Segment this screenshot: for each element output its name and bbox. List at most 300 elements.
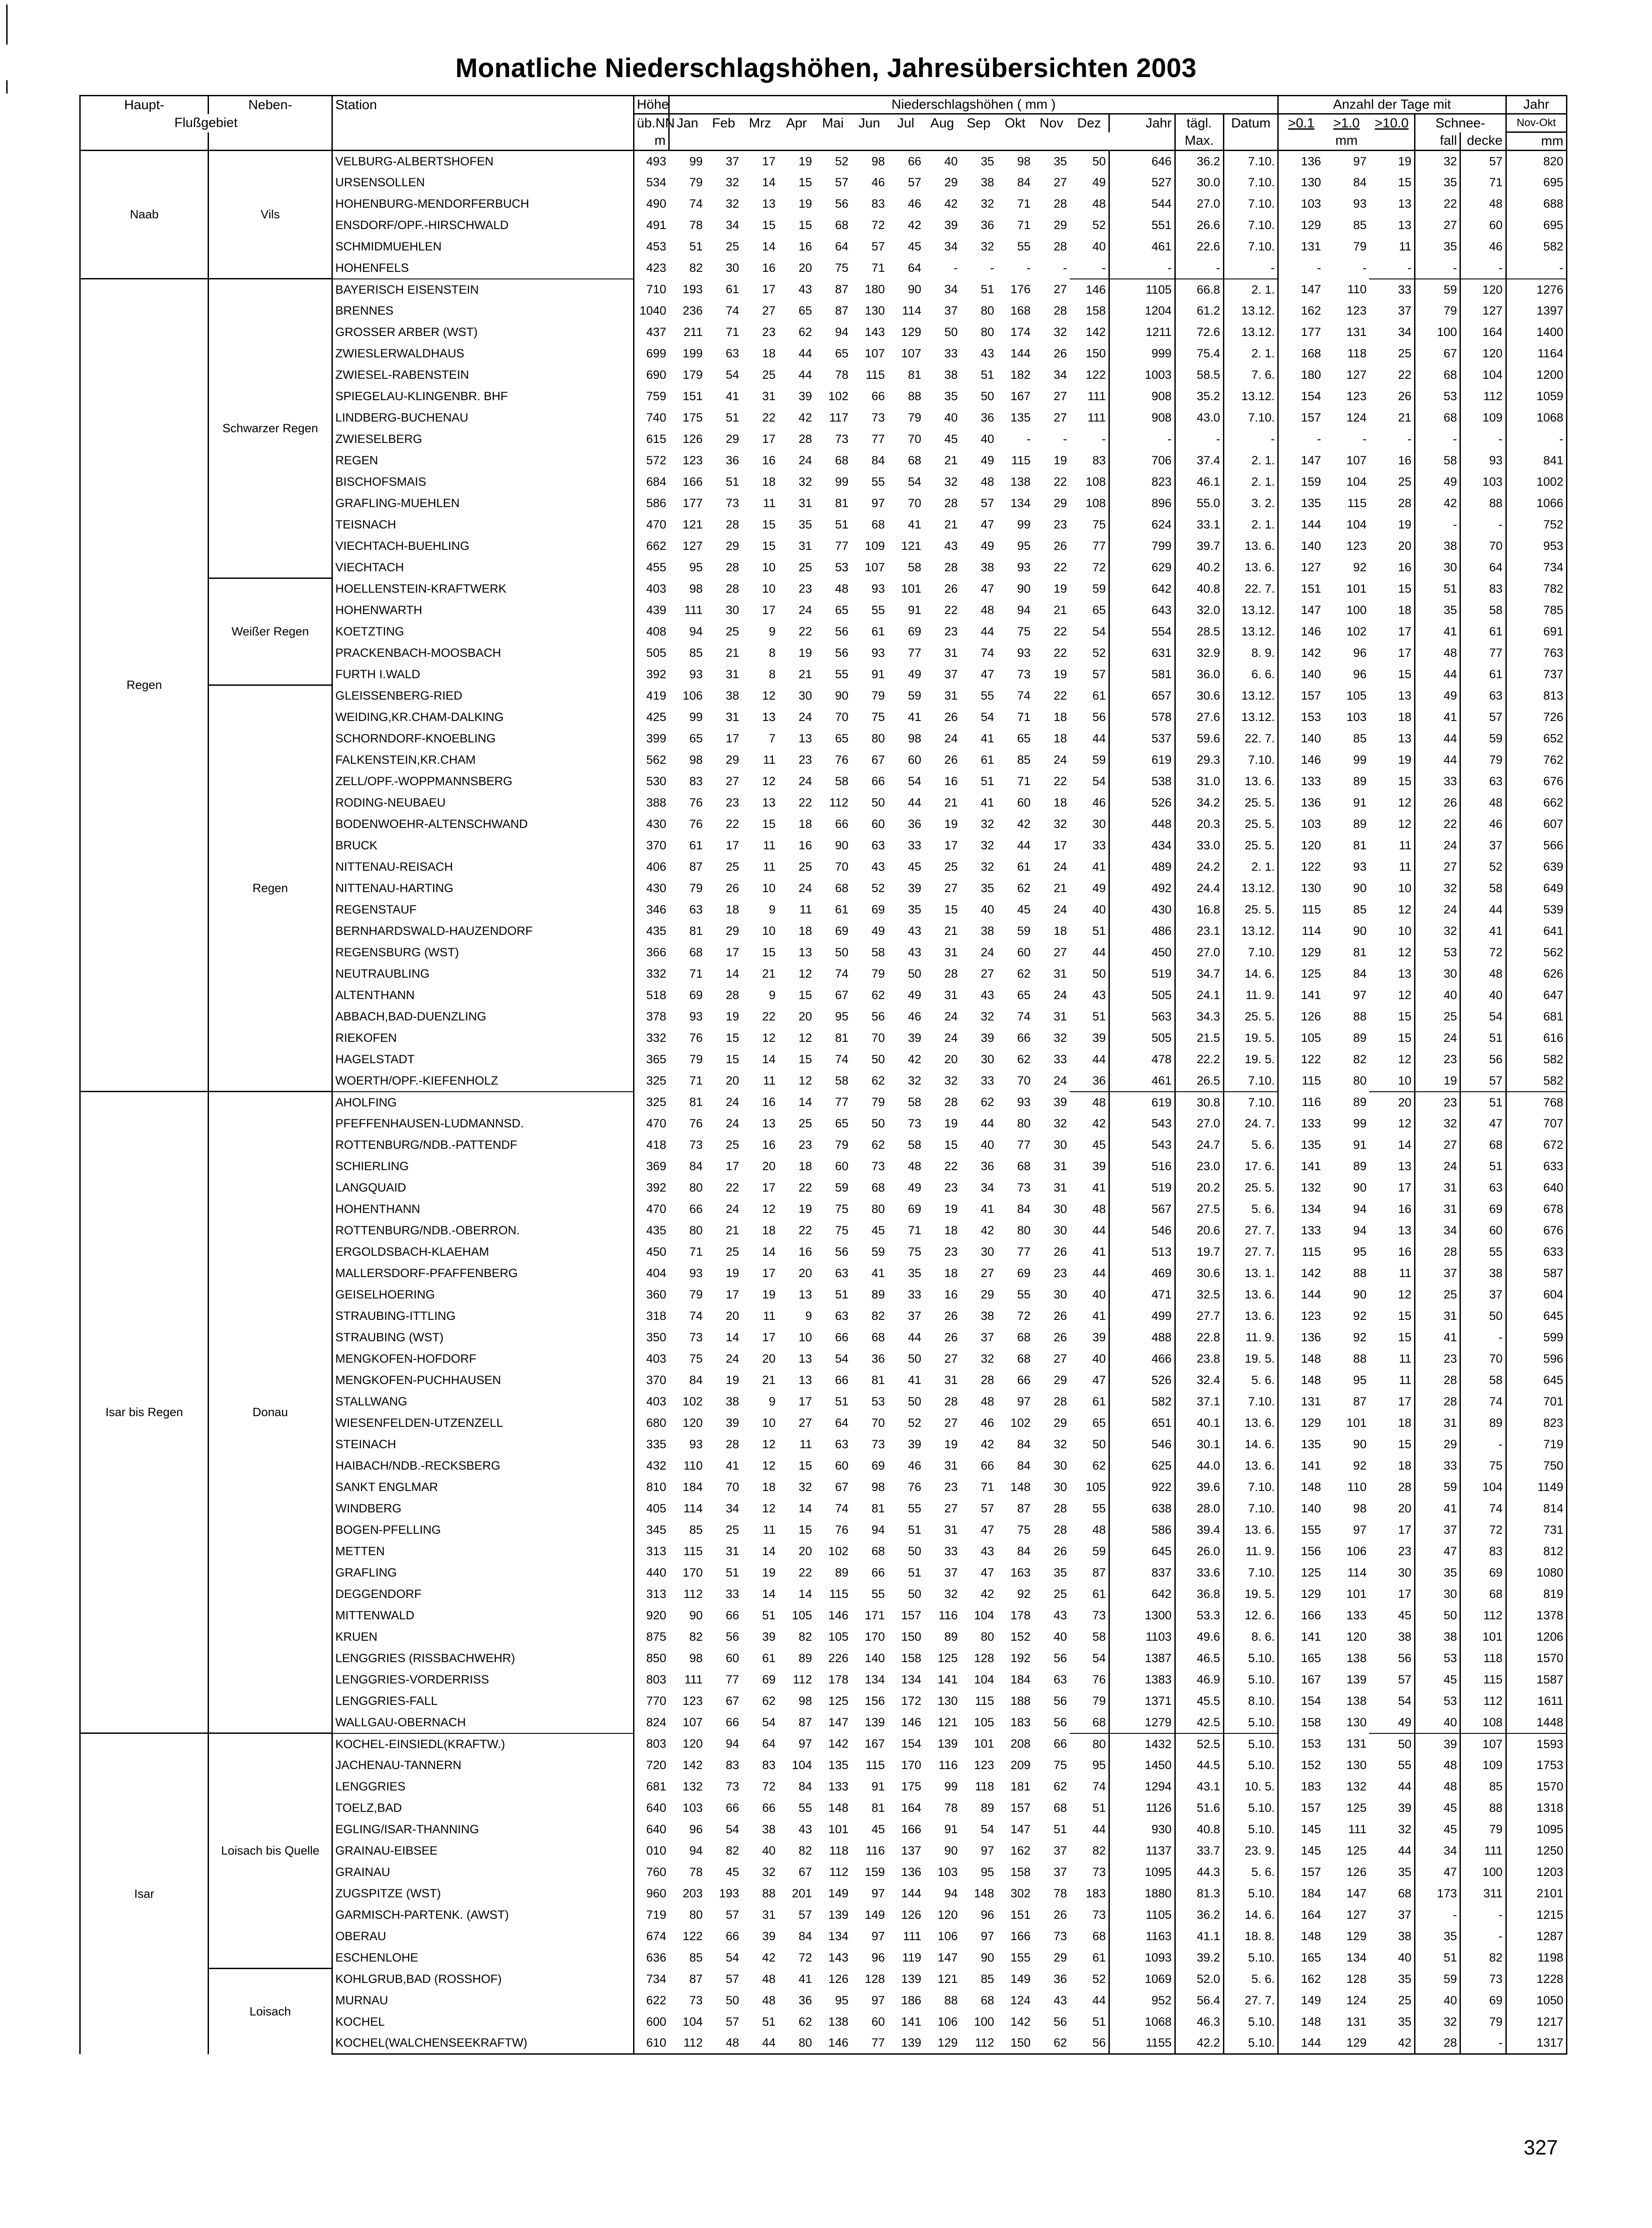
- value-cell: 66: [726, 1609, 740, 1622]
- header-month-apr: Apr: [786, 115, 807, 131]
- value-cell: 129: [901, 325, 921, 339]
- station-name: GRAINAU-EIBSEE: [332, 1840, 634, 1862]
- value-cell: 68: [1460, 1134, 1506, 1156]
- value-cell: 90: [908, 283, 921, 296]
- value-cell: 22: [762, 411, 776, 424]
- value-cell: 51: [762, 1609, 776, 1622]
- value-cell: 68: [1053, 1801, 1067, 1814]
- value-cell: 38: [981, 176, 994, 189]
- value-cell: 39: [908, 1031, 921, 1044]
- value-cell: 84: [798, 1780, 812, 1793]
- value-cell: 57: [726, 1908, 740, 1921]
- value-cell: 38: [1415, 536, 1460, 557]
- value-cell: 17: [1369, 643, 1415, 664]
- value-cell: 49: [1415, 471, 1460, 493]
- value-cell: 392: [646, 1181, 667, 1194]
- value-cell: 690: [646, 368, 667, 381]
- value-cell: 1294: [1109, 1776, 1175, 1798]
- value-cell: 29: [1415, 1434, 1460, 1455]
- value-cell: 62: [1017, 1053, 1031, 1066]
- value-cell: 537: [1109, 728, 1175, 749]
- value-cell: 40: [981, 432, 994, 446]
- value-cell: 1753: [1506, 1755, 1567, 1776]
- station-name: GRAFLING-MUEHLEN: [332, 493, 634, 514]
- value-cell: -: [1460, 1434, 1506, 1455]
- value-cell: 680: [646, 1416, 667, 1429]
- value-cell: 11: [763, 839, 776, 852]
- value-cell: 66: [835, 817, 849, 831]
- value-cell: 85: [981, 1972, 994, 1986]
- value-cell: 44: [798, 347, 812, 360]
- value-cell: 79: [835, 1138, 849, 1151]
- value-cell: 63: [1053, 1673, 1067, 1686]
- value-cell: -: [953, 261, 958, 274]
- value-cell: 11: [799, 903, 812, 916]
- value-cell: 37: [1053, 1844, 1067, 1857]
- value-cell: 61: [762, 1651, 776, 1665]
- value-cell: 8. 6.: [1223, 1626, 1278, 1648]
- value-cell: 13: [762, 1117, 776, 1130]
- value-cell: 13: [1369, 963, 1415, 985]
- value-cell: 450: [646, 1245, 667, 1258]
- value-cell: 122: [1301, 1053, 1321, 1066]
- value-cell: 41: [1415, 621, 1460, 643]
- value-cell: 56: [1053, 1651, 1067, 1665]
- value-cell: 516: [1109, 1156, 1175, 1177]
- value-cell: 62: [1017, 881, 1031, 895]
- value-cell: 48: [981, 475, 994, 488]
- value-cell: 46: [871, 176, 885, 189]
- value-cell: 1149: [1506, 1477, 1567, 1498]
- value-cell: 52.5: [1175, 1733, 1223, 1755]
- value-cell: 36.2: [1175, 151, 1223, 172]
- value-cell: 39.7: [1175, 536, 1223, 557]
- value-cell: 68: [1460, 1584, 1506, 1605]
- value-cell: 29: [1053, 496, 1067, 510]
- value-cell: 209: [1010, 1758, 1031, 1772]
- value-cell: 49: [1415, 685, 1460, 707]
- value-cell: 19: [798, 197, 812, 210]
- value-cell: 32: [981, 197, 994, 210]
- value-cell: 64: [762, 1737, 776, 1750]
- value-cell: 40: [1415, 1712, 1460, 1733]
- value-cell: 59: [835, 1181, 849, 1194]
- station-name: GRAFLING: [332, 1562, 634, 1584]
- value-cell: 15: [798, 1523, 812, 1536]
- value-cell: 44: [1017, 839, 1031, 852]
- table-row: [80, 1092, 1567, 1113]
- value-cell: 51: [689, 240, 703, 253]
- value-cell: 73: [689, 1994, 703, 2007]
- value-cell: 27: [1053, 389, 1067, 403]
- value-cell: 51: [1460, 1092, 1506, 1113]
- value-cell: 19: [1369, 749, 1415, 771]
- value-cell: 31: [798, 496, 812, 510]
- value-cell: 1432: [1109, 1733, 1175, 1755]
- value-cell: 84: [1017, 176, 1031, 189]
- value-cell: 38: [762, 1823, 776, 1836]
- value-cell: 636: [646, 1951, 667, 1964]
- value-cell: 35: [1369, 1862, 1415, 1883]
- value-cell: 518: [646, 988, 667, 1002]
- value-cell: 13: [762, 197, 776, 210]
- value-cell: 403: [646, 582, 667, 595]
- value-cell: 33: [944, 1544, 958, 1558]
- value-cell: 73: [1460, 1969, 1506, 1990]
- value-cell: 71: [689, 1245, 703, 1258]
- value-cell: 59: [1070, 578, 1109, 600]
- station-name: STALLWANG: [332, 1391, 634, 1413]
- value-cell: 69: [1460, 1199, 1506, 1220]
- value-cell: 153: [1301, 1737, 1321, 1750]
- value-cell: 68: [1369, 1883, 1415, 1904]
- value-cell: 112: [669, 2033, 706, 2054]
- value-cell: 87: [1070, 1562, 1109, 1584]
- value-cell: 157: [901, 1609, 921, 1622]
- value-cell: 48: [1070, 1199, 1109, 1220]
- value-cell: 61: [726, 283, 740, 296]
- value-cell: 102: [1010, 1416, 1031, 1429]
- value-cell: 471: [1109, 1284, 1175, 1306]
- value-cell: 647: [1506, 985, 1567, 1006]
- value-cell: 186: [901, 1994, 921, 2007]
- value-cell: 20: [726, 1074, 740, 1087]
- station-name: HOHENFELS: [332, 258, 634, 279]
- value-cell: 109: [1460, 407, 1506, 429]
- value-cell: 55: [1017, 240, 1031, 253]
- value-cell: 28: [1053, 240, 1067, 253]
- value-cell: 27.0: [1175, 193, 1223, 215]
- value-cell: 12: [1369, 1049, 1415, 1070]
- value-cell: 21: [798, 668, 812, 681]
- value-cell: 32: [1053, 325, 1067, 339]
- value-cell: 434: [1109, 835, 1175, 856]
- value-cell: 19: [798, 1202, 812, 1216]
- value-cell: 45: [1070, 1134, 1109, 1156]
- value-cell: 325: [646, 1074, 667, 1087]
- value-cell: 48: [981, 603, 994, 617]
- value-cell: 98: [871, 154, 885, 168]
- value-cell: 13: [1369, 215, 1415, 236]
- value-cell: -: [1369, 258, 1415, 279]
- value-cell: 140: [1301, 668, 1321, 681]
- value-cell: 110: [683, 1459, 703, 1472]
- value-cell: 14: [1369, 1134, 1415, 1156]
- station-name: HOHENBURG-MENDORFERBUCH: [332, 193, 634, 215]
- value-cell: 138: [1010, 475, 1031, 488]
- value-cell: 645: [1506, 1306, 1567, 1327]
- value-cell: 25: [1369, 471, 1415, 493]
- value-cell: 58: [908, 561, 921, 574]
- value-cell: 631: [1109, 643, 1175, 664]
- table-row: [80, 1733, 1567, 1755]
- value-cell: 31: [726, 668, 740, 681]
- value-cell: 60: [835, 1459, 849, 1472]
- value-cell: 22: [726, 1181, 740, 1194]
- value-cell: 640: [1506, 1177, 1567, 1199]
- header-flussgebiet: Flußgebiet: [80, 114, 332, 132]
- value-cell: 45: [944, 432, 958, 446]
- value-cell: 87: [689, 1972, 703, 1986]
- value-cell: 28: [1053, 304, 1067, 317]
- value-cell: 610: [634, 2033, 669, 2054]
- value-cell: 34: [726, 218, 740, 232]
- value-cell: 62: [871, 1074, 885, 1087]
- value-cell: 164: [1460, 322, 1506, 343]
- value-cell: 49.6: [1175, 1626, 1223, 1648]
- station-name: ENSDORF/OPF.-HIRSCHWALD: [332, 215, 634, 236]
- value-cell: 30: [1053, 1480, 1067, 1494]
- value-cell: 7.10.: [1223, 407, 1278, 429]
- value-cell: 56: [726, 1630, 740, 1643]
- value-cell: 32: [798, 475, 812, 488]
- value-cell: 71: [689, 967, 703, 980]
- value-cell: 148: [1301, 2015, 1321, 2028]
- value-cell: 144: [1010, 347, 1031, 360]
- value-cell: 24: [1053, 1074, 1067, 1087]
- station-name: ZWIESELBERG: [332, 429, 634, 450]
- value-cell: 16: [762, 261, 776, 274]
- value-cell: 74: [1070, 1776, 1109, 1798]
- value-cell: 88: [1353, 1352, 1367, 1365]
- value-cell: 28.5: [1175, 621, 1223, 643]
- value-cell: 763: [1506, 643, 1567, 664]
- value-cell: 81: [908, 368, 921, 381]
- value-cell: 505: [1109, 1028, 1175, 1049]
- value-cell: 60: [1017, 796, 1031, 809]
- value-cell: 80: [871, 1202, 885, 1216]
- station-name: URSENSOLLEN: [332, 172, 634, 193]
- value-cell: 85: [1460, 1776, 1506, 1798]
- value-cell: 128: [974, 1651, 994, 1665]
- value-cell: 42: [1369, 2033, 1415, 2054]
- value-cell: 492: [1109, 878, 1175, 899]
- station-name: SCHMIDMUEHLEN: [332, 236, 634, 258]
- value-cell: 134: [1301, 1202, 1321, 1216]
- value-cell: 46: [908, 1459, 921, 1472]
- value-cell: 105: [828, 1630, 849, 1643]
- value-cell: 22: [1369, 365, 1415, 386]
- value-cell: 406: [646, 860, 667, 873]
- value-cell: 114: [1347, 1566, 1367, 1579]
- value-cell: 68: [981, 1994, 994, 2007]
- value-cell: 13. 6.: [1223, 1519, 1278, 1541]
- value-cell: 2. 1.: [1223, 514, 1278, 536]
- value-cell: 7.10.: [1223, 749, 1278, 771]
- value-cell: 56: [1369, 1648, 1415, 1669]
- value-cell: 32: [798, 1480, 812, 1494]
- value-cell: 21: [726, 1224, 740, 1237]
- value-cell: -: [1362, 432, 1367, 446]
- value-cell: 566: [1506, 835, 1567, 856]
- value-cell: 70: [871, 1031, 885, 1044]
- value-cell: 31: [1053, 1181, 1067, 1194]
- value-cell: 91: [1353, 1138, 1367, 1151]
- value-cell: 19: [726, 1373, 740, 1387]
- value-cell: 83: [871, 197, 885, 210]
- value-cell: 64: [1460, 557, 1506, 578]
- value-cell: 88: [944, 1994, 958, 2007]
- value-cell: 11: [1369, 236, 1415, 258]
- value-cell: 17: [726, 732, 740, 745]
- value-cell: 165: [1301, 1951, 1321, 1964]
- value-cell: 26: [944, 1331, 958, 1344]
- value-cell: 8.10.: [1223, 1691, 1278, 1712]
- value-cell: 27: [944, 1502, 958, 1515]
- value-cell: 178: [1010, 1609, 1031, 1622]
- value-cell: 466: [1109, 1348, 1175, 1370]
- value-cell: 37: [944, 1566, 958, 1579]
- value-cell: 21: [762, 967, 776, 980]
- value-cell: 138: [828, 2015, 849, 2028]
- value-cell: 59.6: [1175, 728, 1223, 749]
- value-cell: -: [1415, 429, 1460, 450]
- value-cell: 17: [726, 1288, 740, 1301]
- value-cell: 56: [1070, 707, 1109, 728]
- value-cell: 107: [865, 561, 885, 574]
- value-cell: 71: [689, 1074, 703, 1087]
- value-cell: 105: [792, 1609, 812, 1622]
- value-cell: 35: [1053, 1566, 1067, 1579]
- value-cell: 66: [726, 1929, 740, 1943]
- value-cell: 65: [835, 603, 849, 617]
- value-cell: 31: [726, 1544, 740, 1558]
- value-cell: 63: [1460, 685, 1506, 707]
- value-cell: 66: [762, 1801, 776, 1814]
- value-cell: 101: [974, 1737, 994, 1750]
- value-cell: 49: [981, 454, 994, 467]
- value-cell: 30: [1053, 1459, 1067, 1472]
- value-cell: 44: [1070, 728, 1109, 749]
- value-cell: 28: [944, 967, 958, 980]
- value-cell: 50: [981, 389, 994, 403]
- value-cell: 18: [762, 475, 776, 488]
- value-cell: 13: [1369, 728, 1415, 749]
- station-name: MURNAU: [332, 1990, 634, 2011]
- value-cell: 40.2: [1175, 557, 1223, 578]
- value-cell: 32: [981, 839, 994, 852]
- header-max: Max.: [1175, 132, 1223, 151]
- station-name: WEIDING,KR.CHAM-DALKING: [332, 707, 634, 728]
- value-cell: 123: [974, 1758, 994, 1772]
- value-cell: 102: [683, 1395, 703, 1408]
- value-cell: 97: [1353, 988, 1367, 1002]
- value-cell: 1068: [1506, 407, 1567, 429]
- value-cell: 117: [829, 411, 849, 424]
- value-cell: 33: [908, 839, 921, 852]
- value-cell: 57: [798, 1908, 812, 1921]
- value-cell: -: [1063, 261, 1067, 274]
- value-cell: 94: [1353, 1224, 1367, 1237]
- value-cell: 486: [1109, 921, 1175, 942]
- value-cell: 83: [726, 1758, 740, 1772]
- value-cell: 62: [1053, 1780, 1067, 1793]
- value-cell: 13: [762, 796, 776, 809]
- value-cell: 63: [835, 1438, 849, 1451]
- value-cell: 71: [1017, 774, 1031, 788]
- value-cell: 607: [1506, 814, 1567, 835]
- value-cell: 55.0: [1175, 493, 1223, 514]
- value-cell: -: [1026, 432, 1031, 446]
- value-cell: 120: [683, 1737, 703, 1750]
- value-cell: 124: [1346, 1994, 1367, 2007]
- value-cell: 15: [798, 1459, 812, 1472]
- value-cell: 604: [1506, 1284, 1567, 1306]
- value-cell: 1448: [1506, 1712, 1567, 1733]
- header-month-okt: Okt: [1004, 115, 1026, 131]
- value-cell: 1002: [1506, 471, 1567, 493]
- value-cell: 13.12.: [1223, 707, 1278, 728]
- value-cell: 19: [1369, 514, 1415, 536]
- value-cell: 90: [1353, 924, 1367, 938]
- value-cell: 79: [689, 176, 703, 189]
- value-cell: 111: [1070, 386, 1109, 407]
- value-cell: 14: [762, 1587, 776, 1601]
- header-month-jul: Jul: [897, 115, 915, 131]
- value-cell: 151: [1301, 582, 1321, 595]
- value-cell: 908: [1109, 386, 1175, 407]
- value-cell: 43.0: [1175, 407, 1223, 429]
- value-cell: 14: [762, 1053, 776, 1066]
- value-cell: 73: [689, 1138, 703, 1151]
- value-cell: 92: [1353, 1331, 1367, 1344]
- value-cell: 42.5: [1175, 1712, 1223, 1733]
- value-cell: 2. 1.: [1223, 343, 1278, 365]
- value-cell: 58: [835, 1074, 849, 1087]
- value-cell: 13.12.: [1223, 386, 1278, 407]
- value-cell: 27.0: [1175, 942, 1223, 963]
- value-cell: 42: [1017, 817, 1031, 831]
- value-cell: 115: [1347, 496, 1367, 510]
- value-cell: 114: [902, 304, 921, 317]
- value-cell: 36: [871, 1352, 885, 1365]
- value-cell: 45.5: [1175, 1691, 1223, 1712]
- value-cell: -: [1175, 258, 1223, 279]
- value-cell: 170: [901, 1758, 921, 1772]
- value-cell: 1611: [1506, 1691, 1567, 1712]
- value-cell: 50: [908, 1395, 921, 1408]
- value-cell: 30: [981, 1053, 994, 1066]
- station-name: RIEKOFEN: [332, 1028, 634, 1049]
- value-cell: 31: [944, 1459, 958, 1472]
- value-cell: 150: [997, 2033, 1033, 2054]
- value-cell: 24: [1415, 899, 1460, 921]
- value-cell: 88: [1460, 493, 1506, 514]
- value-cell: -: [1070, 429, 1109, 450]
- value-cell: 720: [646, 1758, 667, 1772]
- value-cell: 345: [646, 1523, 667, 1536]
- value-cell: 23: [1053, 1266, 1067, 1280]
- value-cell: 168: [1301, 347, 1321, 360]
- value-cell: 99: [1353, 753, 1367, 766]
- value-cell: 61: [871, 625, 885, 638]
- header-month-dez: Dez: [1070, 114, 1109, 132]
- value-cell: 32: [726, 197, 740, 210]
- value-cell: 74: [1460, 1391, 1506, 1413]
- value-cell: 1066: [1506, 493, 1567, 514]
- value-cell: 30: [798, 689, 812, 702]
- value-cell: 101: [1346, 1416, 1367, 1429]
- value-cell: 39: [908, 881, 921, 895]
- value-cell: 1279: [1109, 1712, 1175, 1733]
- value-cell: 61: [1460, 664, 1506, 685]
- value-cell: 13.12.: [1223, 600, 1278, 621]
- value-cell: 40: [1415, 985, 1460, 1006]
- value-cell: 43.1: [1175, 1776, 1223, 1798]
- value-cell: 76: [908, 1480, 921, 1494]
- value-cell: 1880: [1109, 1883, 1175, 1904]
- station-name: MITTENWALD: [332, 1605, 634, 1626]
